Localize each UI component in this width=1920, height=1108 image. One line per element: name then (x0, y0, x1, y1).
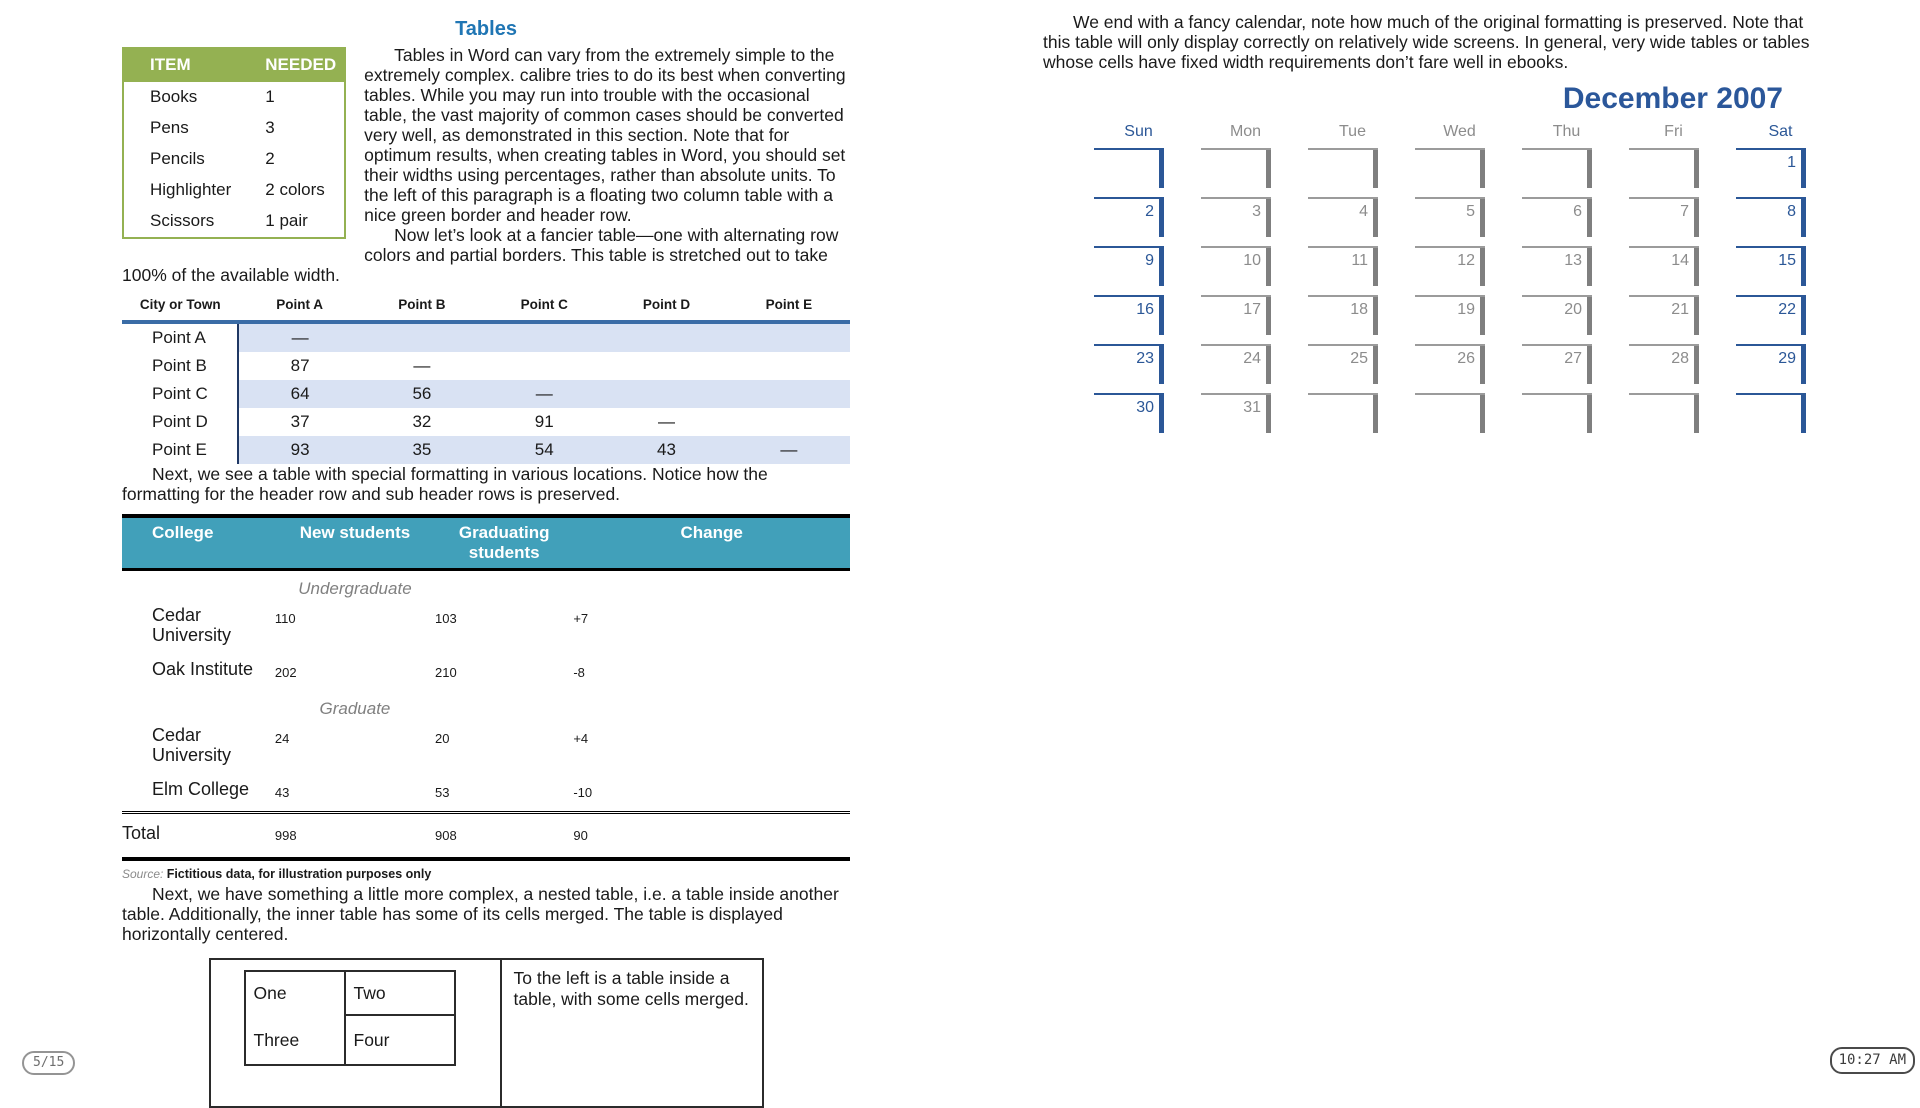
calendar-cell (1201, 197, 1271, 239)
value-cell: 35 (361, 436, 483, 464)
table-source-note (122, 864, 850, 884)
value-cell: 210 (435, 665, 457, 680)
value-cell (605, 380, 727, 408)
calendar-cell (1522, 295, 1592, 337)
calendar-week (1085, 393, 1834, 442)
value-cell: 53 (435, 785, 450, 800)
calendar-cell (1201, 246, 1271, 288)
day-number: 8 (1787, 203, 1796, 220)
calendar-cell (1629, 148, 1699, 190)
subheader-label: Graduate (319, 699, 391, 718)
calendar-cell (1415, 197, 1485, 239)
table-row (122, 599, 850, 653)
outer-table-left-cell (210, 959, 501, 1107)
value-cell: 90 (573, 813, 850, 860)
calendar-cell (1736, 246, 1806, 288)
calendar-cell (1415, 295, 1485, 337)
value-cell: — (658, 412, 675, 431)
value-cell: 32 (412, 412, 432, 431)
paragraph-nested-table: Next, we have something a little more complex, a nested table, i.e. a table inside another table. Additionally, the inner table has some of its cells merged. The table is displayed horizontally centered. (122, 884, 839, 944)
value-cell: — (413, 356, 431, 375)
calendar-week (1085, 246, 1834, 295)
item-cell: Pencils (150, 149, 205, 168)
nested-inner-table (244, 970, 456, 1066)
calendar-cell (1308, 148, 1378, 190)
table-row (122, 719, 850, 773)
row-label: Point D (122, 408, 238, 436)
page-indicator[interactable]: 5/15 (22, 1051, 75, 1075)
nested-outer-table (209, 958, 764, 1108)
day-number: 24 (1243, 350, 1261, 367)
value-cell: — (483, 380, 605, 408)
day-number: 28 (1671, 350, 1689, 367)
subheader-row (122, 691, 850, 719)
calendar-cell (1522, 148, 1592, 190)
calendar-cell (1522, 393, 1592, 435)
value-cell: 37 (290, 412, 310, 431)
value-cell: 998 (275, 813, 435, 860)
calendar-cell (1522, 246, 1592, 288)
table-row (122, 436, 850, 464)
column-header: Point D (605, 293, 727, 322)
item-cell: Books (150, 87, 198, 106)
calendar-cell (1736, 197, 1806, 239)
day-number: 19 (1457, 301, 1475, 318)
fancy-alternating-table (122, 293, 850, 464)
row-label: Point C (122, 380, 238, 408)
subheader-label: Undergraduate (298, 579, 412, 598)
item-cell: Scissors (150, 211, 215, 230)
column-header: College (122, 516, 275, 570)
calendar-cell (1201, 295, 1271, 337)
value-cell: +7 (573, 611, 589, 626)
calendar-cell (1415, 393, 1485, 435)
needed-cell: 1 (265, 87, 275, 106)
row-label: Point A (122, 322, 238, 352)
row-label: Point E (122, 436, 238, 464)
column-header-text: Graduating students (458, 523, 550, 562)
ebook-page-left (122, 12, 850, 1108)
calendar-cell (1629, 393, 1699, 435)
calendar-week (1085, 344, 1834, 393)
column-header: Change (573, 516, 850, 570)
day-header-tue: Tue (1339, 123, 1366, 140)
day-number: 10 (1243, 252, 1261, 269)
day-number: 26 (1457, 350, 1475, 367)
calendar-cell (1201, 148, 1271, 190)
day-number: 16 (1136, 301, 1154, 318)
row-label: Point B (122, 352, 238, 380)
needed-cell: 3 (265, 118, 275, 137)
clock: 10:27 AM (1830, 1047, 1915, 1074)
day-header-wed: Wed (1443, 123, 1476, 140)
column-header (435, 516, 573, 570)
inner-cell-two: Two (345, 971, 455, 1015)
value-cell (728, 322, 850, 352)
column-header: Point C (483, 293, 605, 322)
total-row (122, 813, 850, 860)
ebook-page-right (1043, 12, 1833, 442)
calendar-cell (1094, 393, 1164, 435)
value-cell (728, 408, 850, 436)
calendar-cell (1736, 148, 1806, 190)
day-number: 15 (1778, 252, 1796, 269)
calendar-cell (1522, 197, 1592, 239)
value-cell (605, 352, 727, 380)
day-number: 20 (1564, 301, 1582, 318)
table-row (122, 352, 850, 380)
item-table-header-item: ITEM (123, 48, 239, 82)
calendar-cell (1522, 344, 1592, 386)
calendar-cell (1308, 246, 1378, 288)
source-label: Source: (122, 867, 164, 881)
paragraph-fancier-table: Now let’s look at a fancier table—one with alternating row colors and partial borders. This table is stretched out to take 100% of the available width. (122, 225, 839, 285)
merged-cell (245, 971, 345, 1065)
calendar-cell (1415, 344, 1485, 386)
day-number: 27 (1564, 350, 1582, 367)
day-number: 3 (1252, 203, 1261, 220)
source-text: Fictitious data, for illustration purposes only (166, 867, 432, 881)
item-cell: Pens (150, 118, 189, 137)
value-cell: -10 (573, 785, 593, 800)
table-row (123, 113, 345, 144)
column-header: Point E (728, 293, 850, 322)
day-number: 25 (1350, 350, 1368, 367)
college-name: Cedar University (152, 605, 232, 645)
table-row (123, 206, 345, 238)
table-row (123, 175, 345, 206)
table-row (122, 380, 850, 408)
day-header-sat: Sat (1768, 123, 1793, 140)
paragraph-special-formatting: Next, we see a table with special formatting in various locations. Notice how the formatting for the header row and sub header rows is preserved. (122, 464, 768, 504)
day-number: 22 (1778, 301, 1796, 318)
value-cell (605, 322, 727, 352)
calendar (1085, 122, 1834, 442)
day-number: 13 (1564, 252, 1582, 269)
subheader-row (122, 570, 850, 600)
value-cell: 93 (238, 436, 360, 464)
paragraph-tables-intro: Tables in Word can vary from the extremely simple to the extremely complex. calibre tries to do its best when converting tables. While you may run into trouble with the occasional table, the vast majority of common cases should be converted very well, as demonstrated in this section. Note that for optimum results, when creating tables in Word, you should set their widths using percentages, rather than absolute units. To the left of this paragraph is a floating two column table with a nice green border and header row. (364, 45, 846, 225)
value-cell: 43 (605, 436, 727, 464)
section-heading: Tables (455, 18, 517, 40)
column-header: City or Town (122, 293, 238, 322)
needed-cell: 2 (265, 149, 275, 168)
college-table (122, 514, 850, 861)
day-header-mon: Mon (1229, 123, 1262, 140)
paragraph-calendar-intro: We end with a fancy calendar, note how much of the original formatting is preserved. Note that this table will only display correctly on relatively wide screens. In general, very wide tables or tables whose cells have fixed width requirements don’t fare well in ebooks. (1043, 12, 1810, 72)
day-number: 4 (1359, 203, 1368, 220)
calendar-cell (1201, 393, 1271, 435)
value-cell: 43 (274, 785, 290, 800)
value-cell: 87 (290, 356, 310, 375)
calendar-cell (1629, 344, 1699, 386)
item-needed-table (122, 47, 346, 239)
college-name: Elm College (152, 779, 250, 799)
day-number: 7 (1680, 203, 1689, 220)
value-cell (728, 352, 850, 380)
calendar-cell (1629, 246, 1699, 288)
calendar-cell (1308, 393, 1378, 435)
calendar-cell (1415, 246, 1485, 288)
calendar-cell (1201, 344, 1271, 386)
calendar-cell (1094, 344, 1164, 386)
day-number: 30 (1136, 399, 1154, 416)
day-number: 2 (1145, 203, 1154, 220)
calendar-cell (1308, 197, 1378, 239)
day-header-sun: Sun (1124, 123, 1153, 140)
value-cell (483, 322, 605, 352)
day-number: 11 (1351, 252, 1368, 269)
calendar-cell (1736, 344, 1806, 386)
value-cell: 24 (274, 731, 290, 746)
calendar-cell (1629, 295, 1699, 337)
day-number: 18 (1350, 301, 1368, 318)
value-cell: 54 (483, 436, 605, 464)
inner-cell-three: Three (253, 1029, 300, 1050)
calendar-cell (1094, 246, 1164, 288)
calendar-cell (1308, 295, 1378, 337)
day-number: 1 (1787, 154, 1796, 171)
calendar-cell (1736, 295, 1806, 337)
day-header-thu: Thu (1552, 123, 1581, 140)
item-table-header-needed: NEEDED (239, 48, 345, 82)
table-row (123, 82, 345, 113)
calendar-day-header-row (1085, 122, 1834, 148)
value-cell: -8 (573, 665, 585, 680)
total-label: Total (122, 813, 275, 860)
calendar-week (1085, 148, 1834, 197)
calendar-cell (1629, 197, 1699, 239)
day-number: 29 (1778, 350, 1796, 367)
column-header: New students (275, 516, 435, 570)
item-cell: Highlighter (150, 180, 232, 199)
inner-cell-four: Four (345, 1015, 455, 1065)
needed-cell: 1 pair (265, 211, 308, 230)
college-name: Cedar University (152, 725, 232, 765)
calendar-cell (1094, 295, 1164, 337)
value-cell (361, 322, 483, 352)
column-header: Point B (361, 293, 483, 322)
day-number: 14 (1671, 252, 1689, 269)
value-cell: 103 (435, 611, 457, 626)
day-number: 6 (1573, 203, 1582, 220)
value-cell (483, 352, 605, 380)
needed-cell: 2 colors (265, 180, 325, 199)
value-cell: 110 (274, 611, 296, 626)
calendar-cell (1094, 197, 1164, 239)
calendar-week (1085, 295, 1834, 344)
calendar-week (1085, 197, 1834, 246)
value-cell: 908 (435, 813, 573, 860)
day-number: 9 (1145, 252, 1154, 269)
value-cell: — (728, 436, 850, 464)
value-cell: +4 (573, 731, 589, 746)
value-cell: 20 (435, 731, 450, 746)
value-cell (728, 380, 850, 408)
table-row (122, 322, 850, 352)
table-row (122, 653, 850, 691)
nested-table-caption: To the left is a table inside a table, with some cells merged. (501, 959, 763, 1107)
table-row (123, 144, 345, 175)
calendar-cell (1415, 148, 1485, 190)
day-number: 31 (1243, 399, 1261, 416)
table-row (122, 773, 850, 813)
day-number: 17 (1243, 301, 1261, 318)
day-number: 12 (1457, 252, 1475, 269)
calendar-cell (1308, 344, 1378, 386)
day-number: 5 (1466, 203, 1475, 220)
inner-cell-one: One (253, 982, 287, 1003)
column-header: Point A (238, 293, 360, 322)
college-name: Oak Institute (152, 659, 254, 679)
day-number: 23 (1136, 350, 1154, 367)
calendar-cell (1094, 148, 1164, 190)
value-cell: 64 (238, 380, 360, 408)
table-row (122, 408, 850, 436)
value-cell: — (238, 322, 360, 352)
value-cell: 56 (361, 380, 483, 408)
calendar-cell (1736, 393, 1806, 435)
value-cell: 202 (274, 665, 297, 680)
day-header-fri: Fri (1664, 123, 1683, 140)
day-number: 21 (1671, 301, 1689, 318)
value-cell: 91 (534, 412, 554, 431)
calendar-title: December 2007 (1562, 82, 1783, 115)
